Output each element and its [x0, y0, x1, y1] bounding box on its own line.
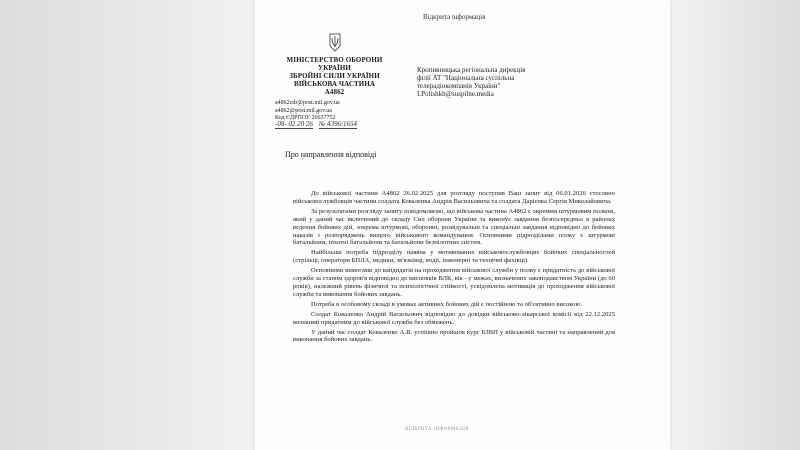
document-body: [293, 190, 615, 346]
org-edrpou-code: Код ЄДРПОУ 26637752: [275, 115, 336, 121]
document-page: [255, 0, 670, 450]
body-paragraph: До військової частини А4862 26.02.2025 для розгляду поступив Ваш запит від 06.01.2026 стосовно військовослужбовців частини солдата Коваленка Андрія Васильовича та солдата Дарієнка Сергія Миколайовича.: [293, 190, 615, 205]
footer-marking: ВІДКРИТА ІНФОРМАЦІЯ: [405, 427, 469, 432]
recipient-line-3: телерадіокомпанія України": [417, 82, 501, 90]
body-paragraph: Солдат Коваленко Андрій Васильович відповідно до довідки військово-лікарської комісії від 22.12.2025 визнаний придатним до військової служби без обмежень.: [293, 310, 615, 326]
org-email-1: a4862zdr@post.mil.gov.ua: [275, 100, 340, 106]
org-email-2: a4862@post.mil.gov.ua: [275, 107, 332, 114]
body-paragraph: У даний час солдат Коваленко А.В. успішно пройшов курс БЗВП у військовій частині та направлений для виконання бойових завдань.: [293, 328, 615, 344]
body-paragraph: Основними вимогами до кандидатів на проходження військової служби у полку є придатність до військової служби за станом здоров'я відповідно до висновків ВЛК, вік - у межах, визначених законодавством України (до 60 років), належний рівень фізичної та психологічної стійкості, усвідомлена мотивація до проходження військової служби та виконання бойових завдань.: [293, 267, 615, 298]
org-line-2: УКРАЇНИ: [318, 64, 351, 72]
background-left: [0, 0, 255, 450]
organization-header: [267, 32, 402, 96]
org-line-3: ЗБРОЙНІ СИЛИ УКРАЇНИ: [289, 72, 380, 80]
body-paragraph: Потреба в особовому складі в умовах активних бойових дій є постійною та об'єктивно високою.: [311, 300, 583, 308]
recipient-block: [417, 66, 637, 98]
registration-date: -08- 02 20 26: [275, 120, 313, 128]
registration-line: [275, 120, 361, 129]
body-paragraph: Найбільша потреба підрозділу наявна у мотивованих військовослужбовцях бойових спеціальностей (стрільці, оператори БПЛА, медики, зв'язківці, водії, інженерні та технічні фахівці).: [293, 249, 615, 265]
body-paragraph: За результатами розгляду запиту повідомляємо, що військова частина А4862 є окремим штурмовим полком, який у даний час включений до складу Сил оборони України та виконує завдання безпосередньо в районах ведення бойових дій, зокрема штурмові, оборонні, розвідувальні та спеціальні завдання відповідно до бойових наказів і розпоряджень вищого військового командування. Основними підрозділами полку є штурмові батальйони, піхотні батальйони та батальйони безпілотних систем.: [293, 207, 615, 247]
recipient-email: I.Polishkh@suspilne.media: [417, 90, 494, 98]
org-line-1: МІНІСТЕРСТВО ОБОРОНИ: [286, 56, 383, 64]
recipient-line-2: філії АТ "Національна суспільна: [417, 74, 515, 82]
org-line-4: ВІЙСЬКОВА ЧАСТИНА: [293, 80, 376, 88]
document-subject: Про направлення відповіді: [285, 150, 377, 159]
background-right: [670, 0, 800, 450]
registration-number: № 4396/1654: [318, 120, 357, 128]
recipient-line-1: Кропивницька регіональна дирекція: [417, 66, 526, 74]
trident-emblem-icon: [328, 32, 342, 52]
classification-marking: Відкрита інформація: [423, 13, 486, 21]
org-line-5: А4862: [324, 88, 345, 96]
